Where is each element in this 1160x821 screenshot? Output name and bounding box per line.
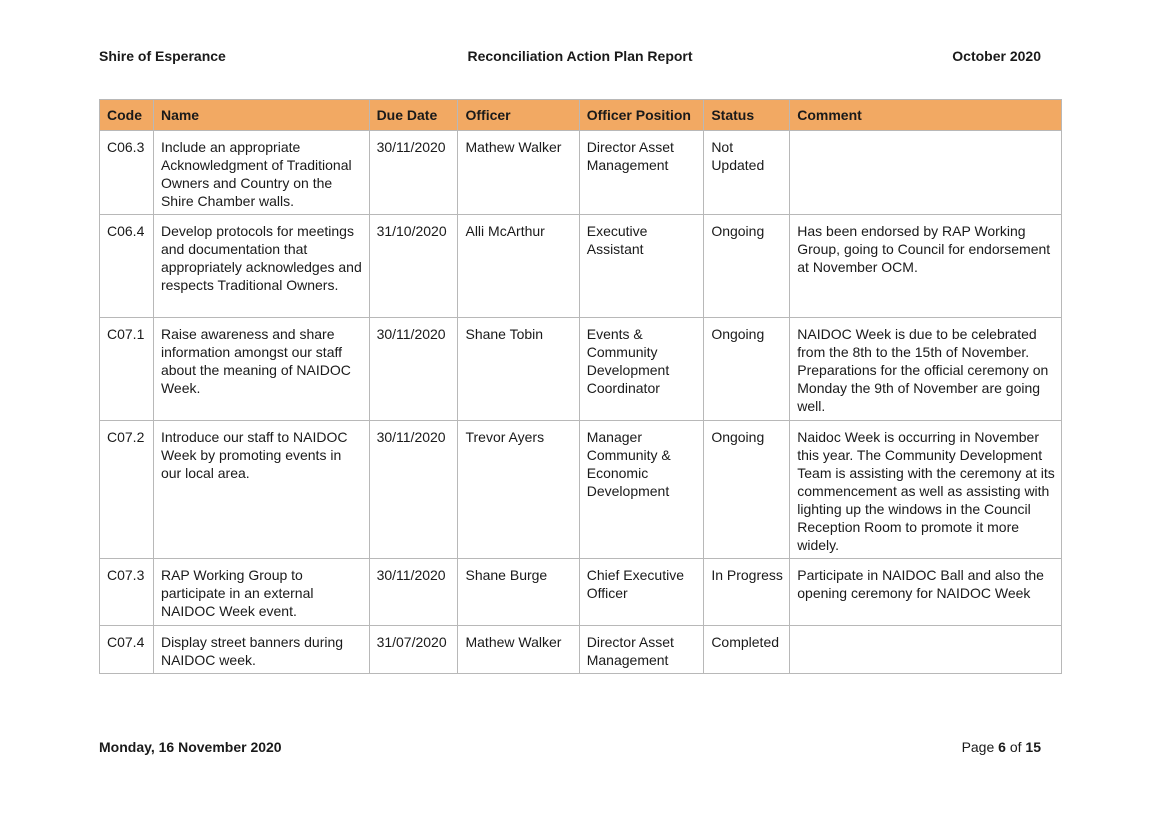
cell-code: C07.4 bbox=[100, 626, 154, 674]
cell-due-date: 30/11/2020 bbox=[369, 421, 458, 559]
cell-code: C07.1 bbox=[100, 318, 154, 421]
footer-page-word: Page bbox=[961, 739, 995, 755]
cell-comment: Participate in NAIDOC Ball and also the opening ceremony for NAIDOC Week bbox=[790, 559, 1062, 626]
cell-status: Not Updated bbox=[704, 131, 790, 215]
footer-page-of: of bbox=[1009, 739, 1022, 755]
table-row bbox=[100, 215, 1062, 318]
column-header-code: Code bbox=[100, 100, 154, 131]
cell-position: Events & Community Development Coordinator bbox=[579, 318, 704, 421]
cell-status: Ongoing bbox=[704, 215, 790, 318]
header-report-title: Reconciliation Action Plan Report bbox=[467, 48, 693, 64]
cell-due-date: 31/10/2020 bbox=[369, 215, 458, 318]
cell-status: In Progress bbox=[704, 559, 790, 626]
cell-officer: Trevor Ayers bbox=[458, 421, 579, 559]
footer-page-current: 6 bbox=[998, 739, 1006, 755]
cell-officer: Mathew Walker bbox=[458, 131, 579, 215]
footer-date: Monday, 16 November 2020 bbox=[99, 739, 282, 755]
cell-position: Director Asset Management bbox=[579, 626, 704, 674]
cell-position: Manager Community & Economic Development bbox=[579, 421, 704, 559]
cell-name: Develop protocols for meetings and documentation that appropriately acknowledges and respects Traditional Owners. bbox=[153, 215, 369, 318]
cell-officer: Alli McArthur bbox=[458, 215, 579, 318]
cell-due-date: 30/11/2020 bbox=[369, 318, 458, 421]
cell-status: Ongoing bbox=[704, 421, 790, 559]
footer-page-total: 15 bbox=[1025, 739, 1041, 755]
column-header-name: Name bbox=[153, 100, 369, 131]
cell-code: C07.2 bbox=[100, 421, 154, 559]
cell-officer: Shane Burge bbox=[458, 559, 579, 626]
cell-due-date: 30/11/2020 bbox=[369, 559, 458, 626]
table-row bbox=[100, 421, 1062, 559]
cell-comment bbox=[790, 626, 1062, 674]
header-organisation: Shire of Esperance bbox=[99, 48, 226, 64]
cell-due-date: 30/11/2020 bbox=[369, 131, 458, 215]
cell-code: C07.3 bbox=[100, 559, 154, 626]
cell-name: Include an appropriate Acknowledgment of Traditional Owners and Country on the Shire Chamber walls. bbox=[153, 131, 369, 215]
cell-name: Display street banners during NAIDOC week. bbox=[153, 626, 369, 674]
column-header-officer-position: Officer Position bbox=[579, 100, 704, 131]
cell-status: Completed bbox=[704, 626, 790, 674]
header-period: October 2020 bbox=[952, 48, 1041, 64]
column-header-officer: Officer bbox=[458, 100, 579, 131]
table-row bbox=[100, 626, 1062, 674]
column-header-comment: Comment bbox=[790, 100, 1062, 131]
cell-code: C06.3 bbox=[100, 131, 154, 215]
cell-comment: Naidoc Week is occurring in November this year. The Community Development Team is assisting with the ceremony at its commencement as well as assisting with lighting up the windows in the Council Reception Room to promote it more widely. bbox=[790, 421, 1062, 559]
cell-position: Director Asset Management bbox=[579, 131, 704, 215]
rap-table bbox=[99, 99, 1062, 674]
cell-position: Chief Executive Officer bbox=[579, 559, 704, 626]
table-row bbox=[100, 131, 1062, 215]
column-header-due-date: Due Date bbox=[369, 100, 458, 131]
table-header-row bbox=[100, 100, 1062, 131]
column-header-status: Status bbox=[704, 100, 790, 131]
footer-page-number bbox=[962, 739, 1041, 755]
cell-name: RAP Working Group to participate in an external NAIDOC Week event. bbox=[153, 559, 369, 626]
cell-name: Introduce our staff to NAIDOC Week by promoting events in our local area. bbox=[153, 421, 369, 559]
table-row bbox=[100, 559, 1062, 626]
cell-officer: Mathew Walker bbox=[458, 626, 579, 674]
cell-code: C06.4 bbox=[100, 215, 154, 318]
cell-due-date: 31/07/2020 bbox=[369, 626, 458, 674]
cell-comment: NAIDOC Week is due to be celebrated from the 8th to the 15th of November. Preparations for the official ceremony on Monday the 9th of November are going well. bbox=[790, 318, 1062, 421]
cell-comment: Has been endorsed by RAP Working Group, going to Council for endorsement at November OCM. bbox=[790, 215, 1062, 318]
cell-officer: Shane Tobin bbox=[458, 318, 579, 421]
cell-position: Executive Assistant bbox=[579, 215, 704, 318]
cell-comment bbox=[790, 131, 1062, 215]
table-row bbox=[100, 318, 1062, 421]
cell-status: Ongoing bbox=[704, 318, 790, 421]
cell-name: Raise awareness and share information amongst our staff about the meaning of NAIDOC Week. bbox=[153, 318, 369, 421]
